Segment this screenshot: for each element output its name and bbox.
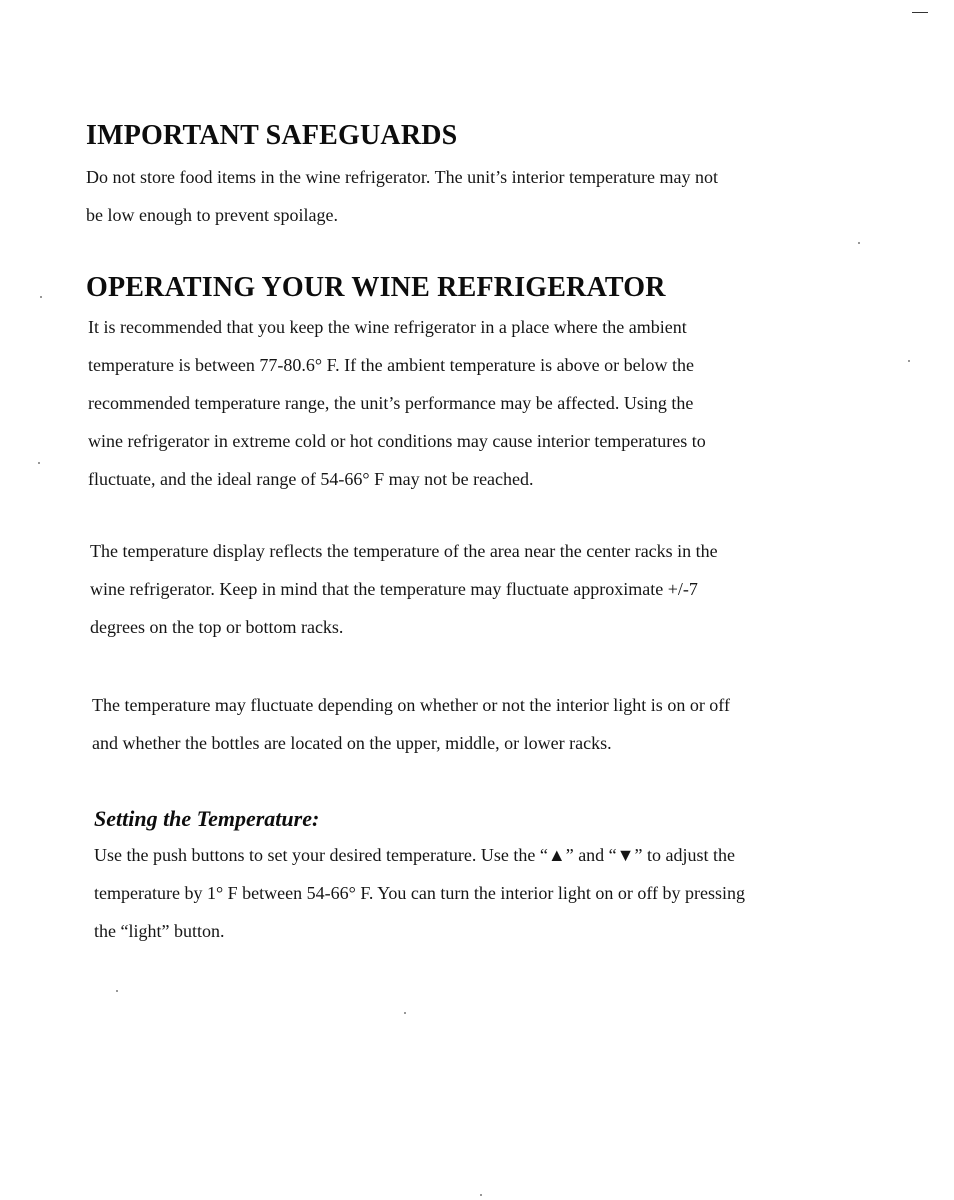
text-line: temperature by 1° F between 54-66° F. You can turn the interior light on or off by pressing	[94, 883, 746, 903]
scan-speck	[38, 462, 40, 464]
text-line: fluctuate, and the ideal range of 54-66° F may not be reached.	[88, 469, 534, 489]
text-line: wine refrigerator. Keep in mind that the temperature may fluctuate approximate +/-7	[90, 579, 698, 599]
operating-paragraph-1	[88, 308, 706, 498]
text-line: wine refrigerator in extreme cold or hot conditions may cause interior temperatures to	[88, 431, 706, 451]
operating-paragraph-3	[92, 686, 730, 762]
text-line: recommended temperature range, the unit’s performance may be affected. Using the	[88, 393, 694, 413]
text-line: degrees on the top or bottom racks.	[90, 617, 344, 637]
operating-paragraph-2	[90, 532, 718, 646]
scan-speck	[480, 1194, 482, 1196]
important-safeguards-text	[86, 158, 718, 234]
operating-heading: OPERATING YOUR WINE REFRIGERATOR	[86, 272, 666, 303]
text-line: and whether the bottles are located on the upper, middle, or lower racks.	[92, 733, 612, 753]
scan-mark	[912, 12, 928, 13]
setting-temperature-text	[94, 836, 745, 950]
text-line: temperature is between 77-80.6° F. If the ambient temperature is above or below the	[88, 355, 695, 375]
text-line: the “light” button.	[94, 921, 225, 941]
scan-speck	[40, 296, 42, 298]
text-line: It is recommended that you keep the wine refrigerator in a place where the ambient	[88, 317, 687, 337]
setting-temperature-heading: Setting the Temperature:	[94, 806, 320, 831]
scan-speck	[858, 242, 860, 244]
scan-speck	[404, 1012, 406, 1014]
scan-speck	[908, 360, 910, 362]
text-line: be low enough to prevent spoilage.	[86, 205, 338, 225]
text-line: Do not store food items in the wine refrigerator. The unit’s interior temperature may not	[86, 167, 718, 187]
scan-speck	[116, 990, 118, 992]
text-line: The temperature display reflects the temperature of the area near the center racks in the	[90, 541, 718, 561]
text-line: Use the push buttons to set your desired temperature. Use the “▲” and “▼” to adjust the	[94, 845, 735, 865]
text-line: The temperature may fluctuate depending on whether or not the interior light is on or off	[92, 695, 730, 715]
important-safeguards-heading: IMPORTANT SAFEGUARDS	[86, 120, 458, 151]
